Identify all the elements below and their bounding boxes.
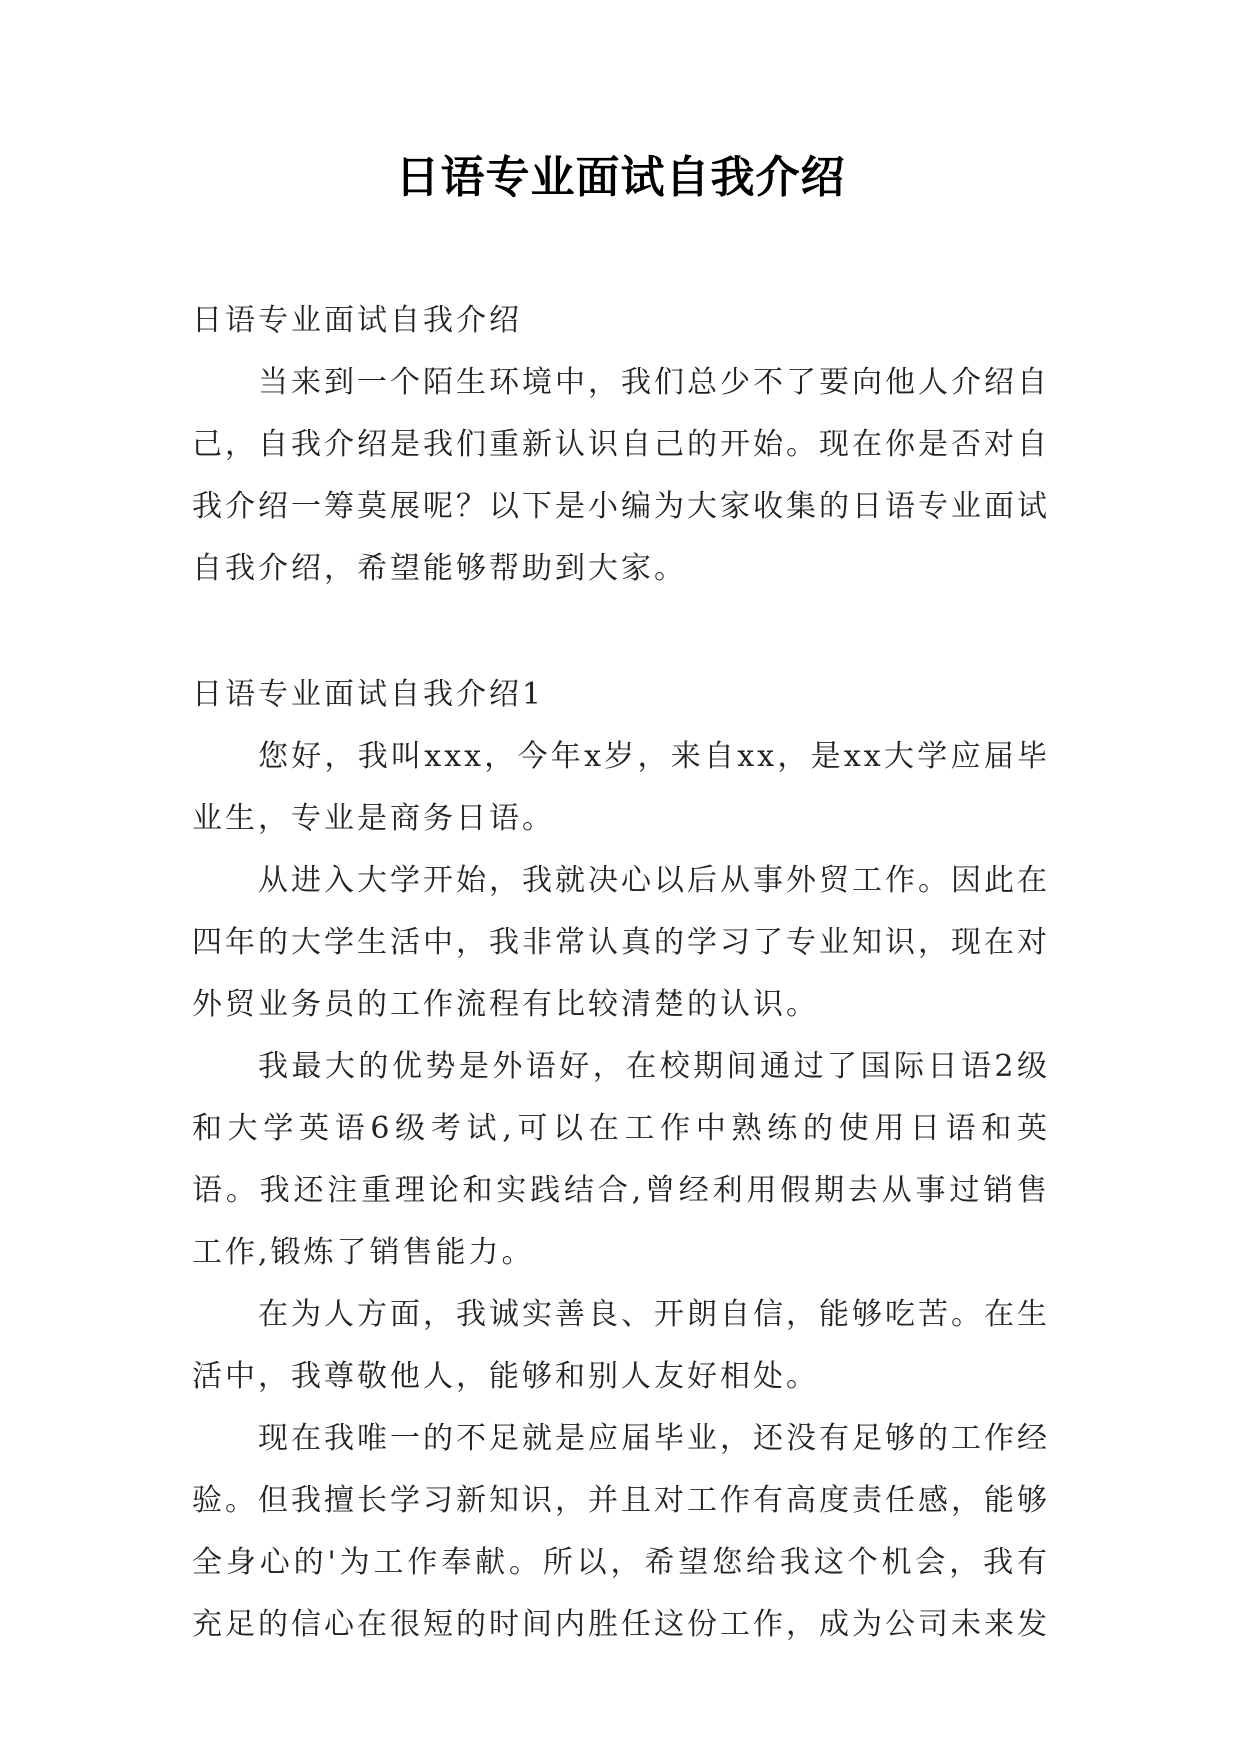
section-heading: 日语专业面试自我介绍 — [192, 303, 522, 338]
body-paragraph: 在为人方面，我诚实善良、开朗自信，能够吃苦。在生活中，我尊敬他人，能够和别人友好相处。 — [192, 1297, 1050, 1394]
document-title: 日语专业面试自我介绍 — [395, 152, 846, 203]
body-paragraph: 现在我唯一的不足就是应届毕业，还没有足够的工作经验。但我擅长学习新知识，并且对工作有高度责任感，能够全身心的'为工作奉献。所以，希望您给我这个机会，我有充足的信心在很短的时间内胜任这份工作，成为公司未来发 — [192, 1421, 1050, 1642]
section-heading: 日语专业面试自我介绍1 — [192, 677, 545, 712]
intro-paragraph: 当来到一个陌生环境中，我们总少不了要向他人介绍自己，自我介绍是我们重新认识自己的开始。现在你是否对自我介绍一筹莫展呢？以下是小编为大家收集的日语专业面试自我介绍，希望能够帮助到大家。 — [192, 365, 1050, 586]
body-paragraph: 从进入大学开始，我就决心以后从事外贸工作。因此在四年的大学生活中，我非常认真的学习了专业知识，现在对外贸业务员的工作流程有比较清楚的认识。 — [192, 863, 1050, 1022]
document-body — [192, 290, 1050, 1656]
body-paragraph: 您好，我叫xxx，今年x岁，来自xx，是xx大学应届毕业生，专业是商务日语。 — [192, 739, 1050, 836]
body-paragraph: 我最大的优势是外语好，在校期间通过了国际日语2级和大学英语6级考试,可以在工作中熟练的使用日语和英语。我还注重理论和实践结合,曾经利用假期去从事过销售工作,锻炼了销售能力。 — [192, 1049, 1050, 1270]
